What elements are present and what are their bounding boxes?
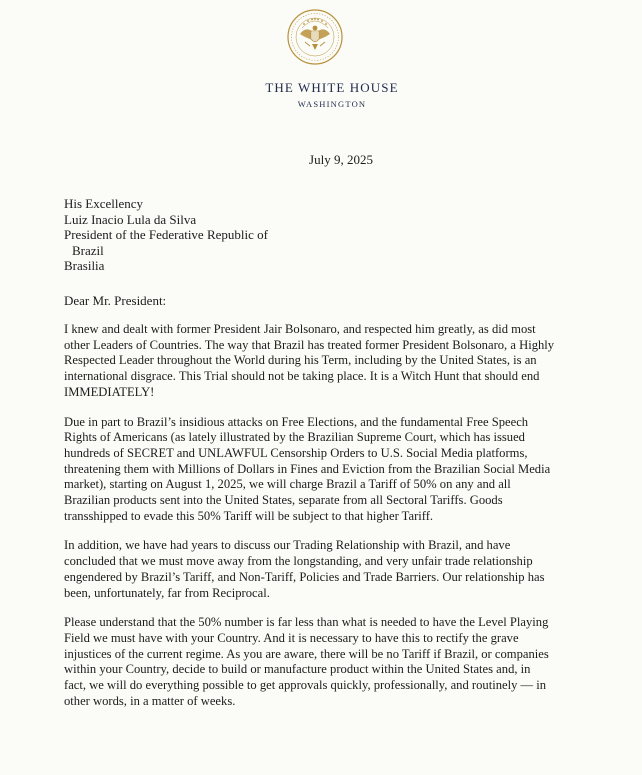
- paragraph: In addition, we have had years to discuss our Trading Relationship with Brazil, and have concluded that we must move away from the longstanding, and very unfair trade relationship engendered by Brazil’s Tariff, and Non-Tariff, Policies and Trade Barriers. Our relationship has been, unfortunately, far from Reciprocal.: [64, 538, 545, 600]
- letter-date: July 9, 2025: [309, 152, 373, 167]
- recipient-country: Brazil: [72, 242, 104, 258]
- recipient-address: [64, 196, 268, 274]
- salutation: Dear Mr. President:: [64, 293, 167, 308]
- letterhead: [0, 80, 642, 109]
- paragraph: I knew and dealt with former President Jair Bolsonaro, and respected him greatly, as did most other Leaders of Countries. The way that Brazil has treated former President Bolsonaro, a Highly Respected Leader throughout the World during his Term, including by the United States, is an international disgrace. This Trial should not be taking place. It is a Witch Hunt that should end IMMEDIATELY!: [64, 322, 555, 399]
- presidential-seal-icon: [286, 8, 344, 66]
- letter-body: [64, 322, 624, 723]
- recipient-line: His Excellency: [64, 196, 144, 211]
- paragraph: Due in part to Brazil’s insidious attacks on Free Elections, and the fundamental Free Speech Rights of Americans (as lately illustrated by the Brazilian Supreme Court, which has issued hundreds of SECRET and UNLAWFUL Censorship Orders to U.S. Social Media platforms, threatening them with Millions of Dollars in Fines and Eviction from the Brazilian Social Media market), starting on August 1, 2025, we will charge Brazil a Tariff of 50% on any and all Brazilian products sent into the United States, separate from all Sectoral Tariffs. Goods transshipped to evade this 50% Tariff will be subject to that higher Tariff.: [64, 414, 551, 523]
- recipient-name: Luiz Inacio Lula da Silva: [64, 211, 197, 227]
- recipient-city: Brasilia: [64, 258, 105, 273]
- recipient-title: President of the Federative Republic of: [64, 227, 268, 242]
- letterhead-subtitle: WASHINGTON: [297, 99, 367, 109]
- paragraph: Please understand that the 50% number is far less than what is needed to have the Level Playing Field we must have with your Country. And it is necessary to have this to rectify the grave injustices of the current regime. As you are aware, there will be no Tariff if Brazil, or companies within your Country, decide to build or manufacture product within the United States and, in fact, we will do everything possible to get approvals quickly, professionally, and routinely — in other words, in a matter of weeks.: [64, 615, 549, 708]
- letterhead-title: THE WHITE HOUSE: [265, 80, 399, 95]
